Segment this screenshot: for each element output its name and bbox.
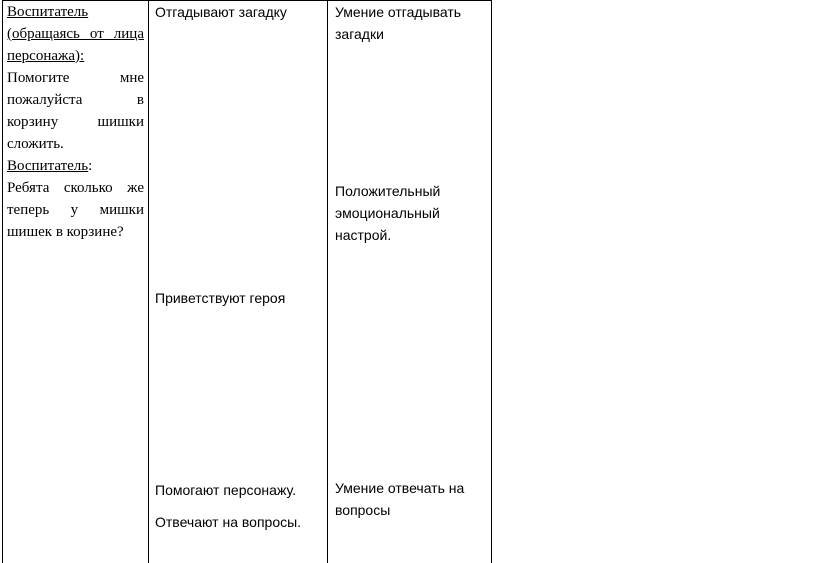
teacher-block-1	[7, 1, 144, 155]
label-colon: :	[88, 158, 93, 174]
result-block-3	[335, 477, 464, 521]
result-line: загадки	[335, 26, 384, 42]
speech-line: Ребята сколько же	[7, 180, 144, 196]
result-block-2	[335, 180, 440, 246]
result-line: Умение отгадывать	[335, 4, 462, 20]
result-line: эмоциональный	[335, 205, 440, 221]
speech-line: сложить.	[7, 136, 64, 152]
teacher-note-line: (обращаясь от лица	[7, 26, 144, 42]
children-action: Отгадывают загадку	[155, 4, 287, 20]
speech-line: Помогите мне	[7, 70, 144, 86]
result-line: настрой.	[335, 227, 392, 243]
teacher-label: Воспитатель	[7, 4, 89, 20]
children-action: Отвечают на вопросы.	[155, 514, 302, 530]
teacher-column	[3, 1, 149, 563]
speech-line: шишек в корзине?	[7, 224, 124, 240]
speech-line: пожалуйста в	[7, 92, 144, 108]
result-column	[328, 1, 492, 563]
result-line: Умение отвечать на	[335, 480, 465, 496]
children-column	[149, 1, 328, 563]
children-action: Приветствуют героя	[155, 290, 286, 306]
children-action: Помогают персонажу.	[155, 482, 296, 498]
teacher-note-line: персонажа):	[7, 48, 85, 64]
speech-line: теперь у мишки	[7, 202, 144, 218]
teacher-block-2	[7, 155, 144, 243]
result-line: Положительный	[335, 183, 441, 199]
result-block-1	[335, 1, 461, 45]
activity-table	[2, 0, 492, 563]
speech-line: корзину шишки	[7, 114, 144, 130]
teacher-label: Воспитатель	[7, 158, 89, 174]
result-line: вопросы	[335, 502, 391, 518]
